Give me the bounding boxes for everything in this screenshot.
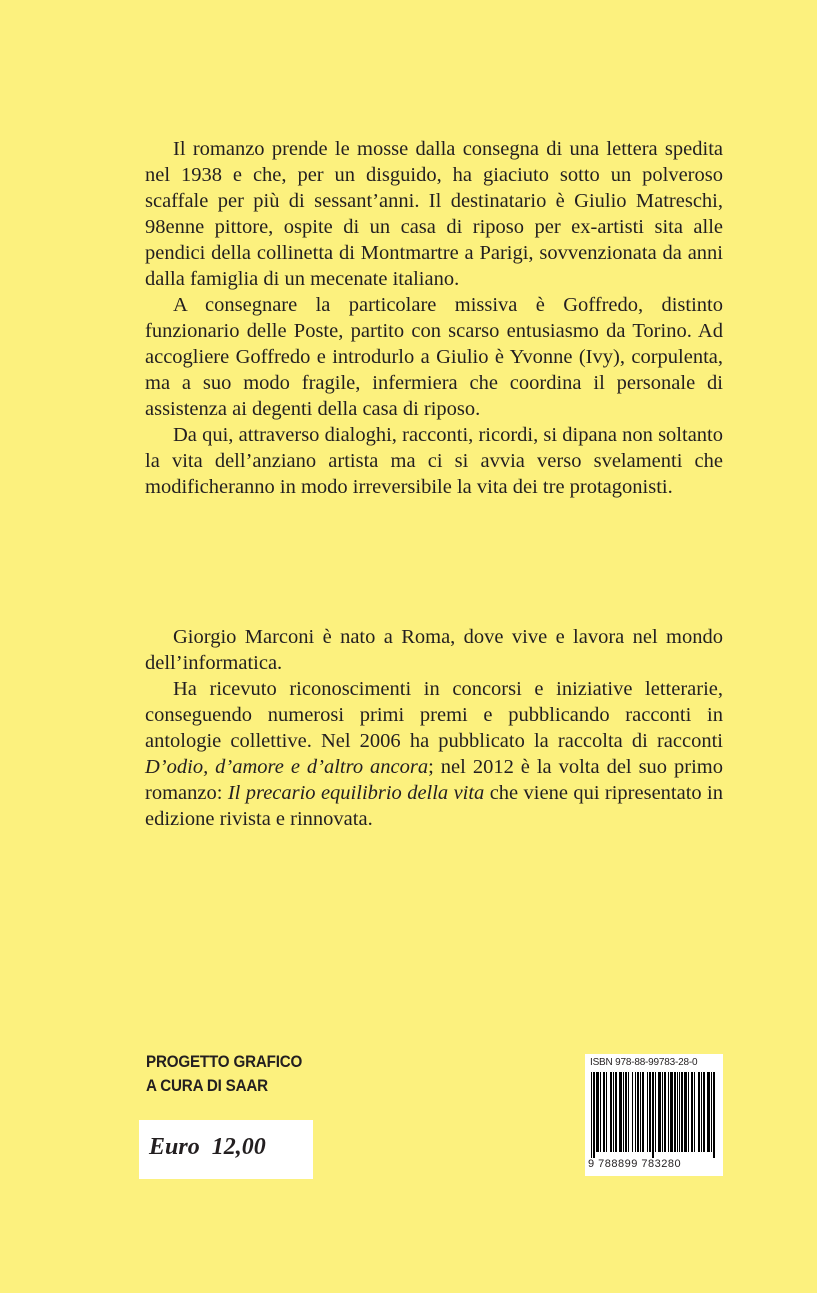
barcode-bar — [637, 1072, 639, 1152]
isbn-label: ISBN 978-88-99783-28-0 — [590, 1057, 698, 1068]
synopsis-section — [145, 136, 723, 500]
barcode-bar — [603, 1072, 605, 1152]
barcode-bar — [649, 1072, 651, 1152]
barcode-bar — [694, 1072, 695, 1152]
barcode-bar — [681, 1072, 683, 1152]
barcode-icon — [589, 1072, 719, 1158]
barcode-bar — [591, 1072, 592, 1158]
text-run: A consegnare la particolare missiva è Goffredo, distinto funzionario delle Poste, partito con scarso entusiasmo da Torino. Ad accogliere Goffredo e introdurlo a Giulio è Yvonne (Ivy), corpulenta, ma a suo modo fragile, infermiera che coordina il personale di assistenza ai degenti della casa di riposo. — [145, 294, 723, 420]
barcode-bar — [606, 1072, 607, 1152]
barcode-bar — [677, 1072, 678, 1152]
paragraph — [145, 676, 723, 832]
text-run: Ha ricevuto riconoscimenti in concorsi e iniziative letterarie, conseguendo numerosi primi premi e pubblicando racconti in antologie collettive. Nel 2006 ha pubblicato la raccolta di racconti — [145, 678, 723, 752]
barcode-bar — [625, 1072, 627, 1152]
barcode-digits: 9 788899 783280 — [588, 1158, 682, 1170]
paragraph — [145, 624, 723, 676]
barcode-bar — [596, 1072, 599, 1152]
barcode-bar — [674, 1072, 676, 1152]
barcode-bar — [635, 1072, 636, 1152]
barcode-bar — [711, 1072, 712, 1152]
barcode-bar — [615, 1072, 617, 1152]
isbn-barcode — [585, 1054, 723, 1176]
book-title: Il precario equilibrio della vita — [227, 782, 485, 804]
barcode-bar — [688, 1072, 689, 1152]
barcode-bar — [628, 1072, 629, 1152]
author-bio-section — [145, 624, 723, 832]
text-run: Giorgio Marconi è nato a Roma, dove vive e lavora nel mondo dell’informatica. — [145, 626, 723, 674]
text-run: Il romanzo prende le mosse dalla consegna di una lettera spedita nel 1938 e che, per un disguido, ha giaciuto sotto un polveroso scaffale per più di sessant’anni. Il destinatario è Giulio Matreschi, 98enne pittore, ospite di un casa di riposo per ex-artisti sita alle pendici della collinetta di Montmartre a Parigi, sovvenzionata da anni dalla famiglia di un mecenate italiano. — [145, 138, 723, 290]
barcode-bar — [679, 1072, 680, 1152]
barcode-bar — [613, 1072, 614, 1152]
barcode-bar — [668, 1072, 669, 1152]
barcode-bar — [662, 1072, 663, 1152]
text-run: Da qui, attraverso dialoghi, racconti, ricordi, si dipana non soltanto la vita dell’anziano artista ma ci si avvia verso svelamenti che modificheranno in modo irreversibile la vita dei tre protagonisti. — [145, 424, 723, 498]
barcode-bar — [703, 1072, 705, 1152]
barcode-bar — [619, 1072, 622, 1152]
barcode-bar — [655, 1072, 656, 1152]
barcode-bar — [623, 1072, 624, 1152]
paragraph — [145, 422, 723, 500]
barcode-bar — [684, 1072, 687, 1152]
credits-line-2: A CURA DI SAAR — [146, 1077, 268, 1095]
barcode-bar — [600, 1072, 601, 1152]
book-title: D’odio, d’amore e d’altro ancora — [145, 756, 429, 778]
barcode-bar — [610, 1072, 612, 1152]
barcode-bar — [593, 1072, 595, 1158]
text-run: ; nel 2012 è la volta del suo primo romanzo: — [145, 756, 723, 804]
barcode-bar — [647, 1072, 648, 1152]
barcode-bar — [640, 1072, 641, 1152]
barcode-bar — [701, 1072, 702, 1152]
paragraph — [145, 292, 723, 422]
text-run: che viene qui ripresentato in edizione rivista e rinnovata. — [145, 782, 723, 830]
barcode-bar — [664, 1072, 666, 1152]
design-credits — [146, 1050, 302, 1098]
barcode-bar — [652, 1072, 654, 1158]
price-label: Euro 12,00 — [139, 1120, 313, 1179]
barcode-bar — [658, 1072, 661, 1152]
barcode-bar — [670, 1072, 673, 1152]
barcode-bar — [642, 1072, 644, 1152]
barcode-bar — [707, 1072, 710, 1152]
barcode-bar — [691, 1072, 693, 1152]
credits-line-1: PROGETTO GRAFICO — [146, 1053, 303, 1071]
barcode-bar — [713, 1072, 715, 1158]
paragraph — [145, 136, 723, 292]
barcode-bar — [632, 1072, 633, 1152]
barcode-bar — [698, 1072, 700, 1152]
